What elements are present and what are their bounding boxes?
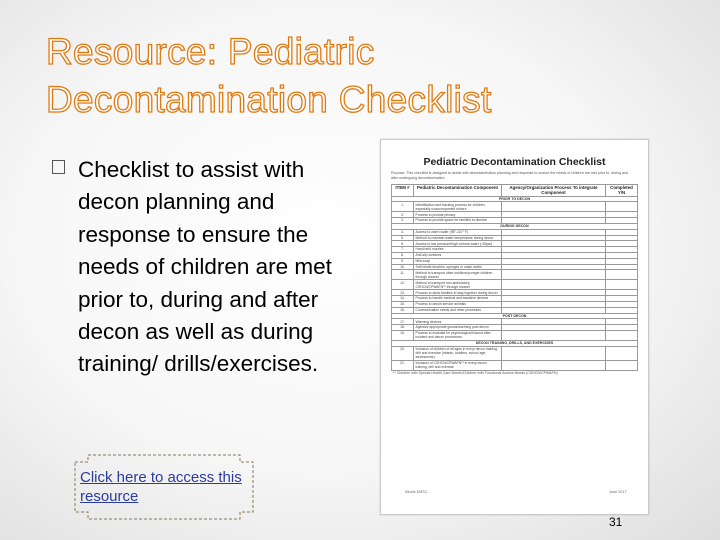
item-number: 16. — [392, 307, 414, 313]
item-completed — [606, 202, 638, 212]
checklist-body — [392, 196, 638, 376]
header-component: Pediatric Decontamination Component — [414, 185, 502, 197]
item-component: Identification and tracking process for children, especially unaccompanied minors — [414, 202, 502, 212]
item-number: 10. — [392, 264, 414, 270]
title-line-1: Resource: Pediatric — [46, 31, 375, 72]
item-component: Age/size appropriate gowns/warming post decon — [414, 325, 502, 331]
item-agency-process — [502, 270, 606, 280]
item-component: Access to low pressure/high volume water (<60psi) — [414, 241, 502, 247]
item-number: 6. — [392, 241, 414, 247]
item-number: 7. — [392, 247, 414, 253]
item-number: 17. — [392, 319, 414, 325]
item-number: 14. — [392, 296, 414, 302]
item-component: Inclusion of CSHCN/CPWAFN** in every decon training, drill and exercise — [414, 360, 502, 370]
checklist-item-row — [392, 280, 638, 290]
item-agency-process — [502, 280, 606, 290]
item-component: Access to warm water (98°-110° F) — [414, 229, 502, 235]
item-number: 18. — [392, 325, 414, 331]
header-agency: Agency/Organization Process To integrate Component — [502, 185, 606, 197]
item-component: Process to decon service animals — [414, 301, 502, 307]
item-number: 3. — [392, 218, 414, 224]
item-number: 5. — [392, 235, 414, 241]
item-component: Method to maintain water temperature during decon — [414, 235, 502, 241]
item-component: Process to allow families to stay together during decon — [414, 290, 502, 296]
header-item: ITEM # — [392, 185, 414, 197]
item-component: Anti-slip surfaces — [414, 252, 502, 258]
item-completed — [606, 360, 638, 370]
item-completed — [606, 280, 638, 290]
checklist-item-row — [392, 360, 638, 370]
item-agency-process — [502, 330, 606, 340]
item-component: Method to transport non-ambulatory, CSHCN/CPWAFN** through shower — [414, 280, 502, 290]
checklist-table — [391, 184, 638, 376]
item-component: Process to provide space for families to disrobe — [414, 218, 502, 224]
checklist-item-row — [392, 330, 638, 340]
checklist-item-row — [392, 270, 638, 280]
item-number: 15. — [392, 301, 414, 307]
item-agency-process — [502, 360, 606, 370]
section-heading: DURING DECON — [392, 223, 638, 229]
item-number: 11. — [392, 270, 414, 280]
slide-title — [46, 28, 606, 124]
item-number: 4. — [392, 229, 414, 235]
checklist-header-row — [392, 185, 638, 197]
checklist-title: Pediatric Decontamination Checklist — [423, 156, 606, 168]
section-heading: DECON TRAINING, DRILLS, AND EXERCISES — [392, 340, 638, 346]
item-component: Process to handle medical and assistive devices — [414, 296, 502, 302]
item-component: Mild soap — [414, 258, 502, 264]
item-completed — [606, 330, 638, 340]
item-completed — [606, 270, 638, 280]
item-component: Warming devices — [414, 319, 502, 325]
item-agency-process — [502, 202, 606, 212]
checklist-footer-left: Illinois EMSC — [405, 490, 428, 494]
section-heading: PRIOR TO DECON — [392, 196, 638, 202]
checklist-footer-right: June 2017 — [609, 490, 627, 494]
access-resource-link[interactable]: Click here to access this resource — [80, 469, 242, 505]
checkbox-square-icon — [52, 160, 65, 174]
item-number: 2. — [392, 212, 414, 218]
checklist-item-row — [392, 202, 638, 212]
bullet-text: Checklist to assist with decon planning and response to ensure the needs of children are met prior to, during and after decon as well as during training/ drills/exercises. — [78, 157, 332, 377]
item-number: 13. — [392, 290, 414, 296]
checklist-document-image — [380, 139, 649, 515]
item-component: Hand held nozzles — [414, 247, 502, 253]
header-completed: Completed Y/N — [606, 185, 638, 197]
title-line-2: Decontamination Checklist — [46, 79, 492, 120]
checklist-footnote: ** Children with Special Health Care Needs/Children with Functional Access Needs (CSHCN/CPWAFN) — [393, 371, 558, 376]
item-number: 8. — [392, 252, 414, 258]
item-agency-process — [502, 346, 606, 360]
section-heading: POST DECON — [392, 313, 638, 319]
item-completed — [606, 346, 638, 360]
checklist-purpose: Purpose: This checklist is designed to assist with decontamination planning and response to ensure the needs of children are met prior to, during and after undergoing decontamination. — [391, 171, 629, 180]
page-number: 31 — [609, 515, 623, 529]
item-number: 21. — [392, 360, 414, 370]
item-number: 9. — [392, 258, 414, 264]
item-component: Communication needs and other processes — [414, 307, 502, 313]
item-component: Process to provide privacy — [414, 212, 502, 218]
item-component: Process to evaluate for psychological trauma after incident and decon procedures — [414, 330, 502, 340]
item-component: Soft bristle brushes, sponges or wash cloths — [414, 264, 502, 270]
checklist-item-row — [392, 346, 638, 360]
item-number: 20. — [392, 346, 414, 360]
checklist-footnote-row — [392, 370, 638, 375]
item-number: 1. — [392, 202, 414, 212]
item-component: Inclusion of children of all ages in every decon training, drill and exercise (infants, toddlers, school age, adolescents) — [414, 346, 502, 360]
item-component: Method to transport older toddlers/younger children through shower — [414, 270, 502, 280]
item-number: 12. — [392, 280, 414, 290]
item-number: 19. — [392, 330, 414, 340]
resource-link-box — [72, 452, 256, 522]
